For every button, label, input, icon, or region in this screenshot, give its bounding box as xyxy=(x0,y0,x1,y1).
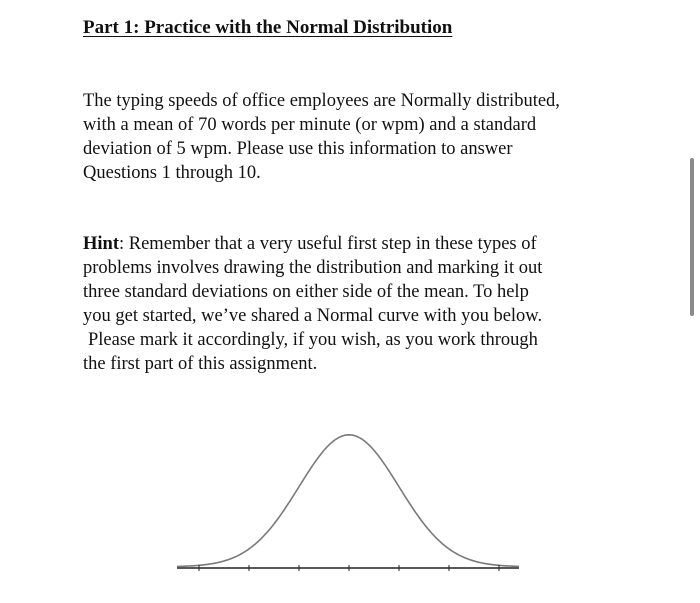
section-heading: Part 1: Practice with the Normal Distribution xyxy=(83,17,453,38)
intro-line: The typing speeds of office employees are Normally distributed, xyxy=(83,91,560,111)
hint-line: Please mark it accordingly, if you wish, as you work through xyxy=(88,330,538,350)
hint-line: problems involves drawing the distribution and marking it out xyxy=(83,258,543,278)
hint-label: Hint xyxy=(83,234,119,254)
hint-line: three standard deviations on either side of the mean. To help xyxy=(83,282,529,302)
hint-line: the first part of this assignment. xyxy=(83,354,318,374)
hint-line: you get started, we’ve shared a Normal curve with you below. xyxy=(83,306,543,326)
intro-line: with a mean of 70 words per minute (or wpm) and a standard xyxy=(83,115,537,135)
intro-line: Questions 1 through 10. xyxy=(83,163,261,183)
normal-curve xyxy=(177,435,519,567)
hint-first-line-text: : Remember that a very useful first step in these types of xyxy=(118,234,537,254)
intro-line: deviation of 5 wpm. Please use this information to answer xyxy=(83,139,513,159)
vertical-scrollbar[interactable] xyxy=(690,158,694,316)
